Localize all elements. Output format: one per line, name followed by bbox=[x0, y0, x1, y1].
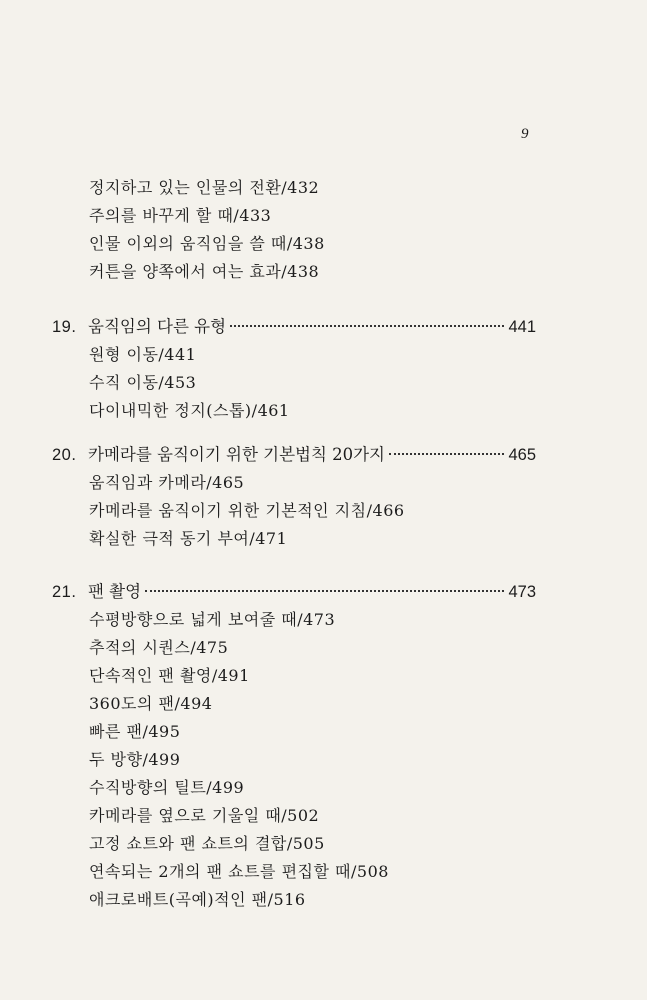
dot-leader bbox=[389, 453, 504, 455]
toc-entry: 수직방향의 틸트/499 bbox=[89, 778, 245, 797]
toc-entry: 두 방향/499 bbox=[89, 750, 181, 769]
section-number: 21. bbox=[52, 583, 77, 601]
section-title: 카메라를 움직이기 위한 기본법칙 20가지 bbox=[88, 445, 385, 464]
section-number: 20. bbox=[52, 446, 77, 464]
section-page: 473 bbox=[508, 583, 536, 601]
section-number: 19. bbox=[52, 318, 77, 336]
toc-entry: 다이내믹한 정지(스톱)/461 bbox=[89, 401, 290, 420]
section-page: 441 bbox=[508, 318, 536, 336]
toc-section-19 bbox=[52, 316, 536, 338]
dot-leader bbox=[230, 325, 504, 327]
toc-entry: 빠른 팬/495 bbox=[89, 722, 181, 741]
toc-section-21 bbox=[52, 581, 536, 603]
section-title: 팬 촬영 bbox=[88, 582, 142, 601]
toc-entry: 360도의 팬/494 bbox=[89, 694, 213, 713]
toc-entry: 원형 이동/441 bbox=[89, 345, 197, 364]
toc-entry: 고정 쇼트와 팬 쇼트의 결합/505 bbox=[89, 834, 325, 853]
toc-entry: 단속적인 팬 촬영/491 bbox=[89, 666, 250, 685]
toc-entry: 정지하고 있는 인물의 전환/432 bbox=[89, 178, 320, 197]
section-page: 465 bbox=[508, 446, 536, 464]
toc-entry: 카메라를 움직이기 위한 기본적인 지침/466 bbox=[89, 501, 405, 520]
toc-entry: 연속되는 2개의 팬 쇼트를 편집할 때/508 bbox=[89, 862, 389, 881]
page-number: 9 bbox=[521, 126, 529, 142]
toc-entry: 확실한 극적 동기 부여/471 bbox=[89, 529, 288, 548]
toc-entry: 추적의 시퀀스/475 bbox=[89, 638, 229, 657]
toc-entry: 주의를 바꾸게 할 때/433 bbox=[89, 206, 272, 225]
section-title: 움직임의 다른 유형 bbox=[88, 317, 227, 336]
toc-entry: 인물 이외의 움직임을 쓸 때/438 bbox=[89, 234, 325, 253]
toc-section-20 bbox=[52, 444, 536, 466]
toc-entry: 커튼을 양쪽에서 여는 효과/438 bbox=[89, 262, 320, 281]
toc-entry: 카메라를 옆으로 기울일 때/502 bbox=[89, 806, 320, 825]
toc-entry: 수직 이동/453 bbox=[89, 373, 197, 392]
toc-entry: 애크로배트(곡예)적인 팬/516 bbox=[89, 890, 306, 909]
dot-leader bbox=[145, 590, 504, 592]
toc-entry: 수평방향으로 넓게 보여줄 때/473 bbox=[89, 610, 336, 629]
toc-entry: 움직임과 카메라/465 bbox=[89, 473, 245, 492]
